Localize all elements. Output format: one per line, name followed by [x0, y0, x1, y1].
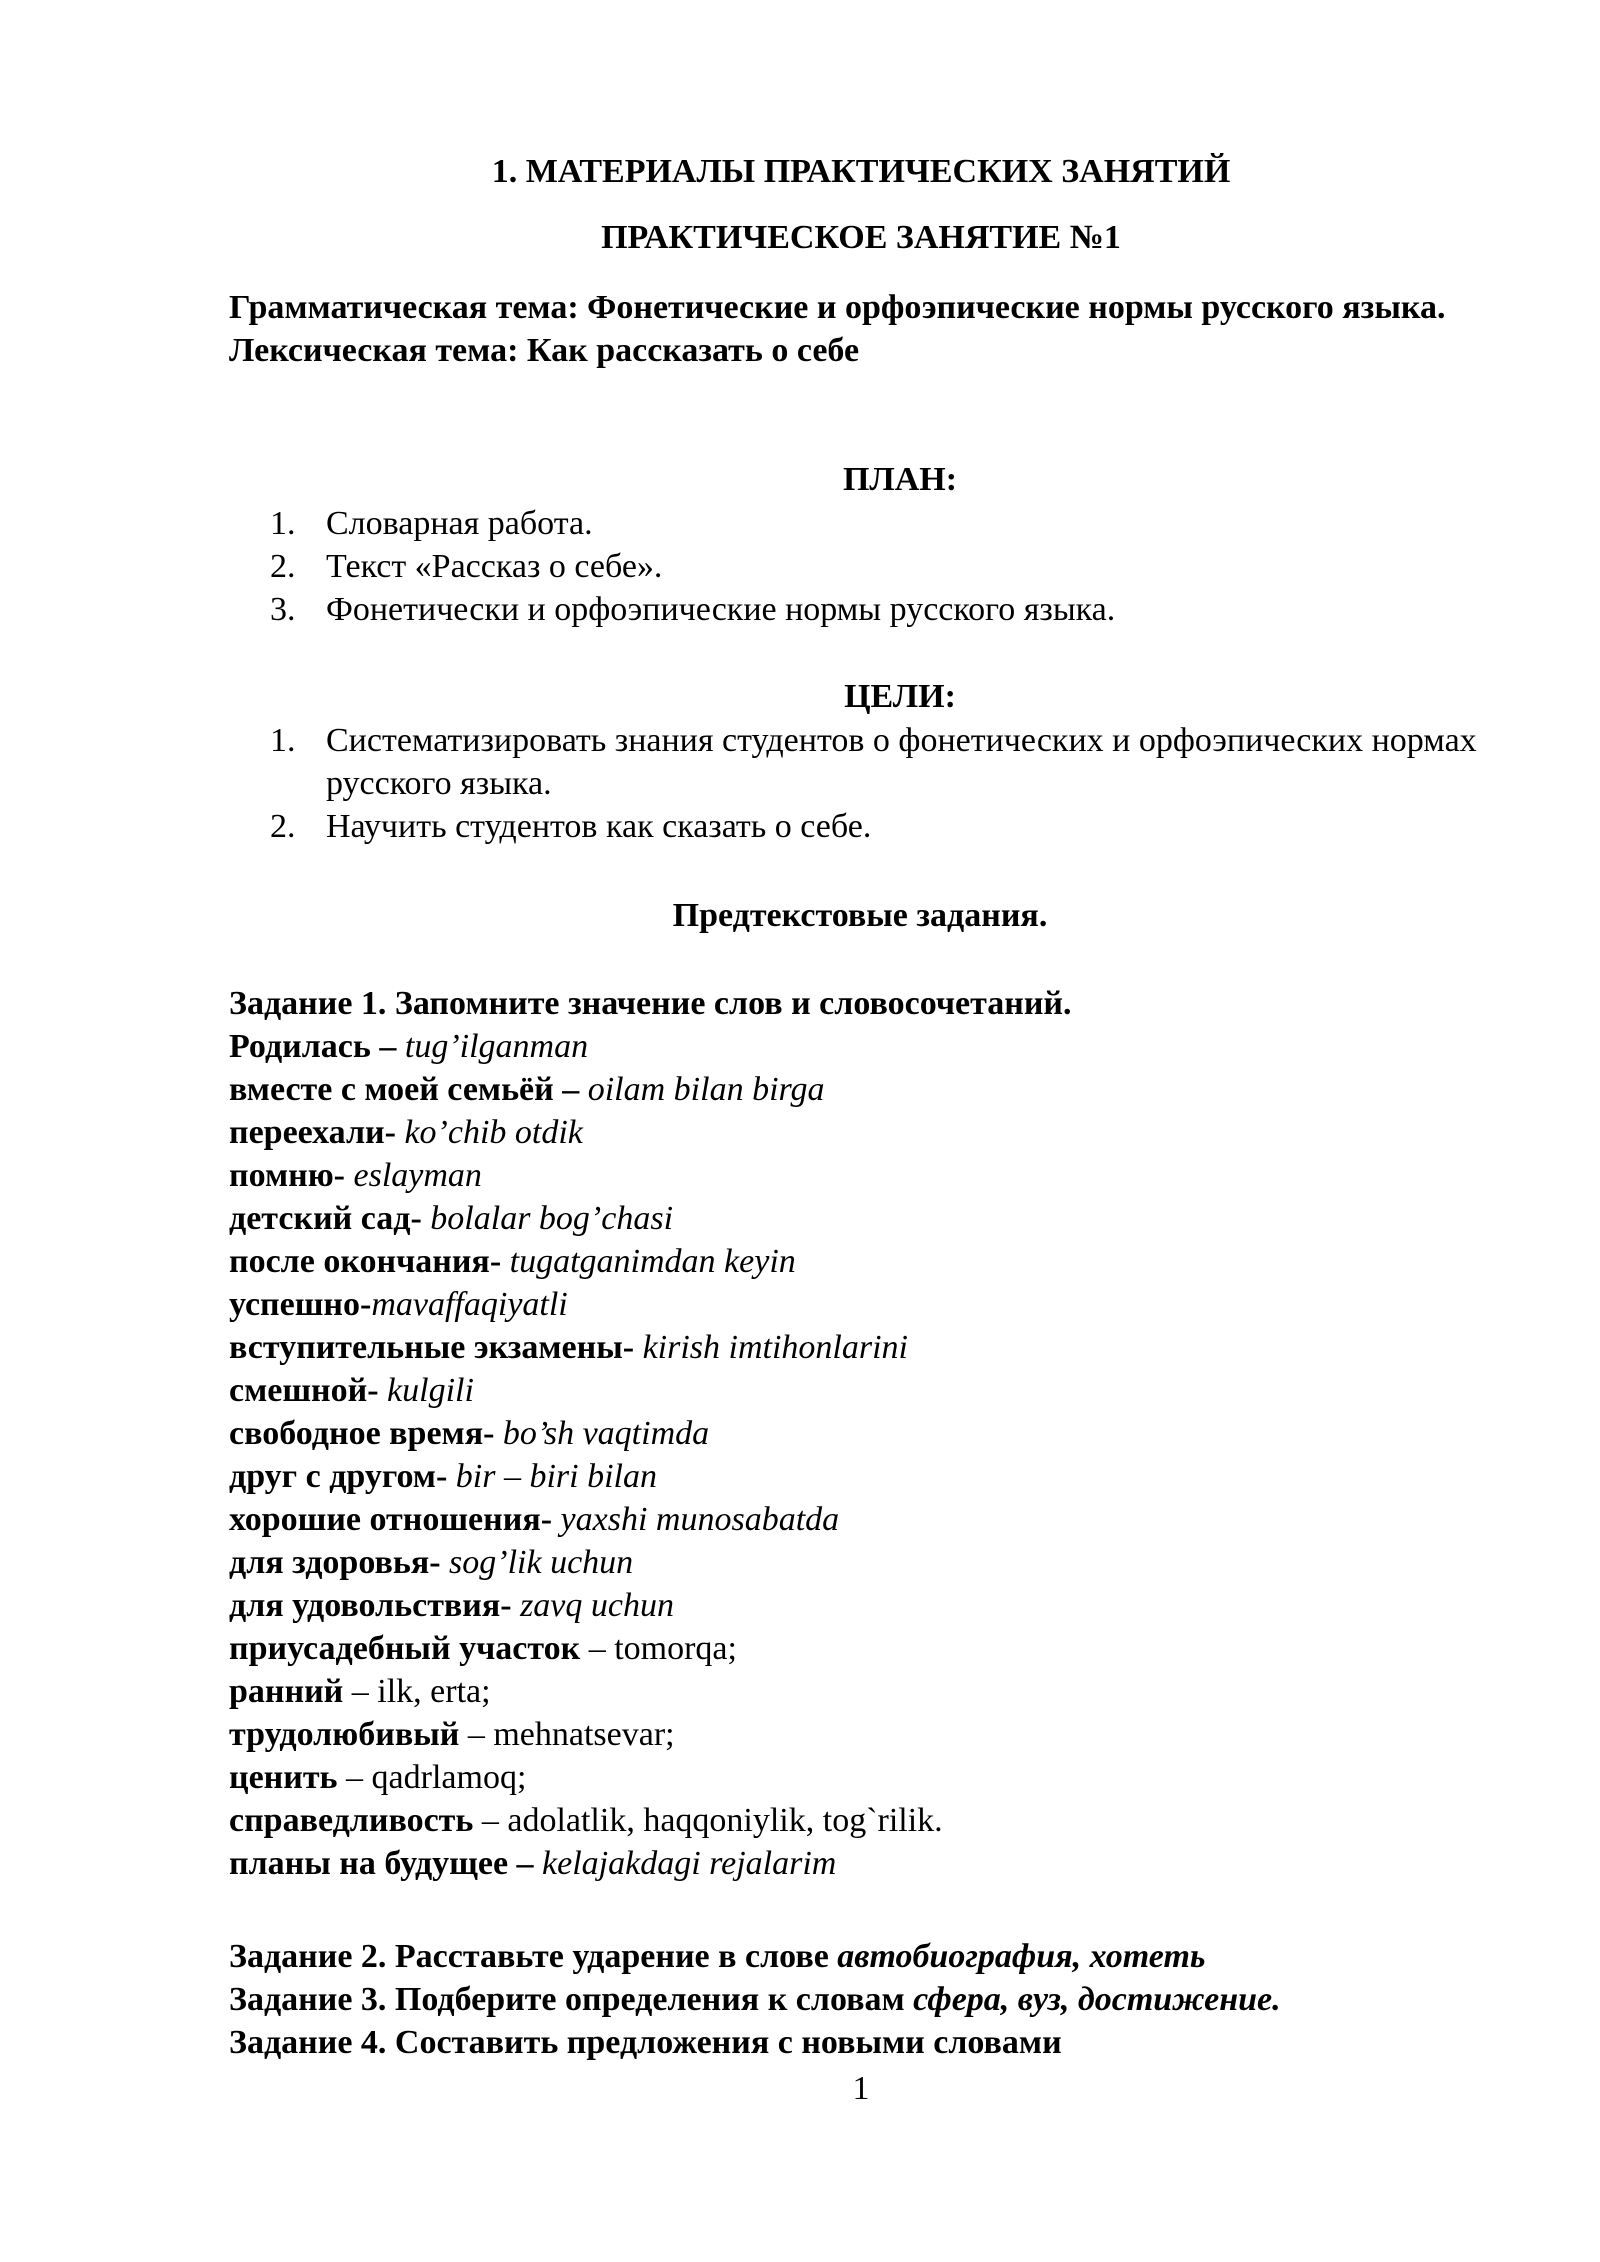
vocab-translation: bir – biri bilan [447, 1458, 657, 1495]
list-number: 1. [270, 722, 296, 759]
vocab-translation: – mehnatsevar; [459, 1716, 675, 1753]
plan-list [270, 502, 1490, 631]
vocab-item [229, 1154, 1489, 1197]
task-item [229, 1935, 1529, 1978]
goals-title: ЦЕЛИ: [844, 678, 956, 715]
vocab-term: трудолюбивый [229, 1716, 460, 1753]
vocab-term: приусадебный участок [229, 1630, 581, 1667]
vocab-translation: – ilk, erta; [343, 1673, 491, 1710]
vocab-term: справедливость [229, 1802, 474, 1839]
section-heading: 1. МАТЕРИАЛЫ ПРАКТИЧЕСКИХ ЗАНЯТИЙ [491, 153, 1231, 190]
task-text: Задание 4. Составить предложения с новыми словами [229, 2024, 1062, 2061]
vocab-translation: kirish imtihonlarini [634, 1329, 908, 1366]
vocab-term: вместе с моей семьёй – [229, 1071, 580, 1108]
vocab-translation: mavaffaqiyatli [371, 1286, 568, 1323]
vocab-translation: zavq uchun [511, 1587, 674, 1624]
vocab-translation: bolalar bog’chasi [421, 1200, 674, 1237]
list-number: 2. [270, 808, 296, 845]
vocab-item [229, 1541, 1489, 1584]
list-item [270, 719, 1490, 805]
task-emphasis: сфера, вуз, достижение. [913, 1981, 1281, 2018]
list-item [270, 805, 1490, 848]
lesson-heading: ПРАКТИЧЕСКОЕ ЗАНЯТИЕ №1 [601, 219, 1121, 256]
list-text: Словарная работа. [326, 505, 593, 542]
vocab-item [229, 1670, 1489, 1713]
vocab-item [229, 1455, 1489, 1498]
vocab-translation: ko’chib otdik [395, 1114, 583, 1151]
vocab-translation: – qadrlamoq; [337, 1759, 527, 1796]
vocab-term: Родилась – [229, 1028, 397, 1065]
task-1-heading: Задание 1. Запомните значение слов и словосочетаний. [229, 985, 1072, 1022]
vocab-term: друг с другом- [229, 1458, 448, 1495]
vocab-item [229, 1584, 1489, 1627]
vocab-translation: tugatganimdan keyin [501, 1243, 796, 1280]
vocab-translation: yaxshi munosabatda [552, 1501, 840, 1538]
vocab-term: ценить [229, 1759, 338, 1796]
vocab-item [229, 1627, 1489, 1670]
page-number: 1 [852, 2070, 870, 2107]
vocab-translation: – tomorqa; [580, 1630, 737, 1667]
vocab-term: после окончания- [229, 1243, 502, 1280]
tasks-list [229, 1935, 1529, 2064]
vocab-term: переехали- [229, 1114, 396, 1151]
vocab-item [229, 1197, 1489, 1240]
vocab-term: помню- [229, 1157, 345, 1194]
list-text: Фонетически и орфоэпические нормы русского языка. [326, 591, 1116, 628]
list-text: Систематизировать знания студентов о фонетических и орфоэпических нормах русского языка. [326, 722, 1477, 802]
vocab-term: ранний [229, 1673, 344, 1710]
vocab-translation: sog’lik uchun [440, 1544, 634, 1581]
task-text: Задание 2. Расставьте ударение в слове [229, 1938, 838, 1975]
plan-title: ПЛАН: [842, 461, 958, 498]
vocab-term: успешно- [229, 1286, 372, 1323]
vocab-term: хорошие отношения- [229, 1501, 553, 1538]
topics-block [229, 286, 1489, 372]
vocab-item [229, 1283, 1489, 1326]
vocab-item [229, 1369, 1489, 1412]
vocabulary-list [229, 982, 1489, 1885]
vocab-term: свободное время- [229, 1415, 495, 1452]
list-item [270, 502, 1490, 545]
vocab-term: вступительные экзамены- [229, 1329, 635, 1366]
vocab-term: для удовольствия- [229, 1587, 512, 1624]
vocab-term: смешной- [229, 1372, 379, 1409]
vocab-item [229, 1326, 1489, 1369]
list-number: 3. [270, 591, 296, 628]
list-item [270, 545, 1490, 588]
vocab-item [229, 1412, 1489, 1455]
vocab-translation: tug’ilganman [396, 1028, 589, 1065]
vocab-item [229, 1756, 1489, 1799]
vocab-item [229, 1025, 1489, 1068]
task-text: Задание 3. Подберите определения к словам [229, 1981, 914, 2018]
vocab-item [229, 1240, 1489, 1283]
vocab-translation: kulgili [378, 1372, 474, 1409]
pretext-title: Предтекстовые задания. [672, 897, 1048, 934]
vocab-item [229, 1799, 1489, 1842]
task-item [229, 1978, 1529, 2021]
lexical-topic: Лексическая тема: Как рассказать о себе [229, 332, 860, 369]
vocab-translation: bo’sh vaqtimda [494, 1415, 710, 1452]
goals-list [270, 719, 1490, 848]
list-number: 2. [270, 548, 296, 585]
vocab-term: детский сад- [229, 1200, 422, 1237]
task-emphasis: автобиография, хотеть [837, 1938, 1206, 1975]
vocab-term: планы на будущее – [229, 1845, 534, 1882]
list-number: 1. [270, 505, 296, 542]
vocab-item [229, 1498, 1489, 1541]
vocab-translation: eslayman [345, 1157, 482, 1194]
vocab-translation: oilam bilan birga [579, 1071, 825, 1108]
vocab-item [229, 1111, 1489, 1154]
list-text: Научить студентов как сказать о себе. [326, 808, 872, 845]
task-item [229, 2021, 1529, 2064]
vocab-translation: kelajakdagi rejalarim [533, 1845, 837, 1882]
vocab-term: для здоровья- [229, 1544, 441, 1581]
vocab-item [229, 1713, 1489, 1756]
list-text: Текст «Рассказ о себе». [326, 548, 663, 585]
vocab-item [229, 1842, 1489, 1885]
list-item [270, 588, 1490, 631]
vocab-item [229, 1068, 1489, 1111]
grammar-topic: Грамматическая тема: Фонетические и орфоэпические нормы русского языка. [229, 289, 1446, 326]
vocab-translation: – adolatlik, haqqoniylik, tog`rilik. [473, 1802, 943, 1839]
